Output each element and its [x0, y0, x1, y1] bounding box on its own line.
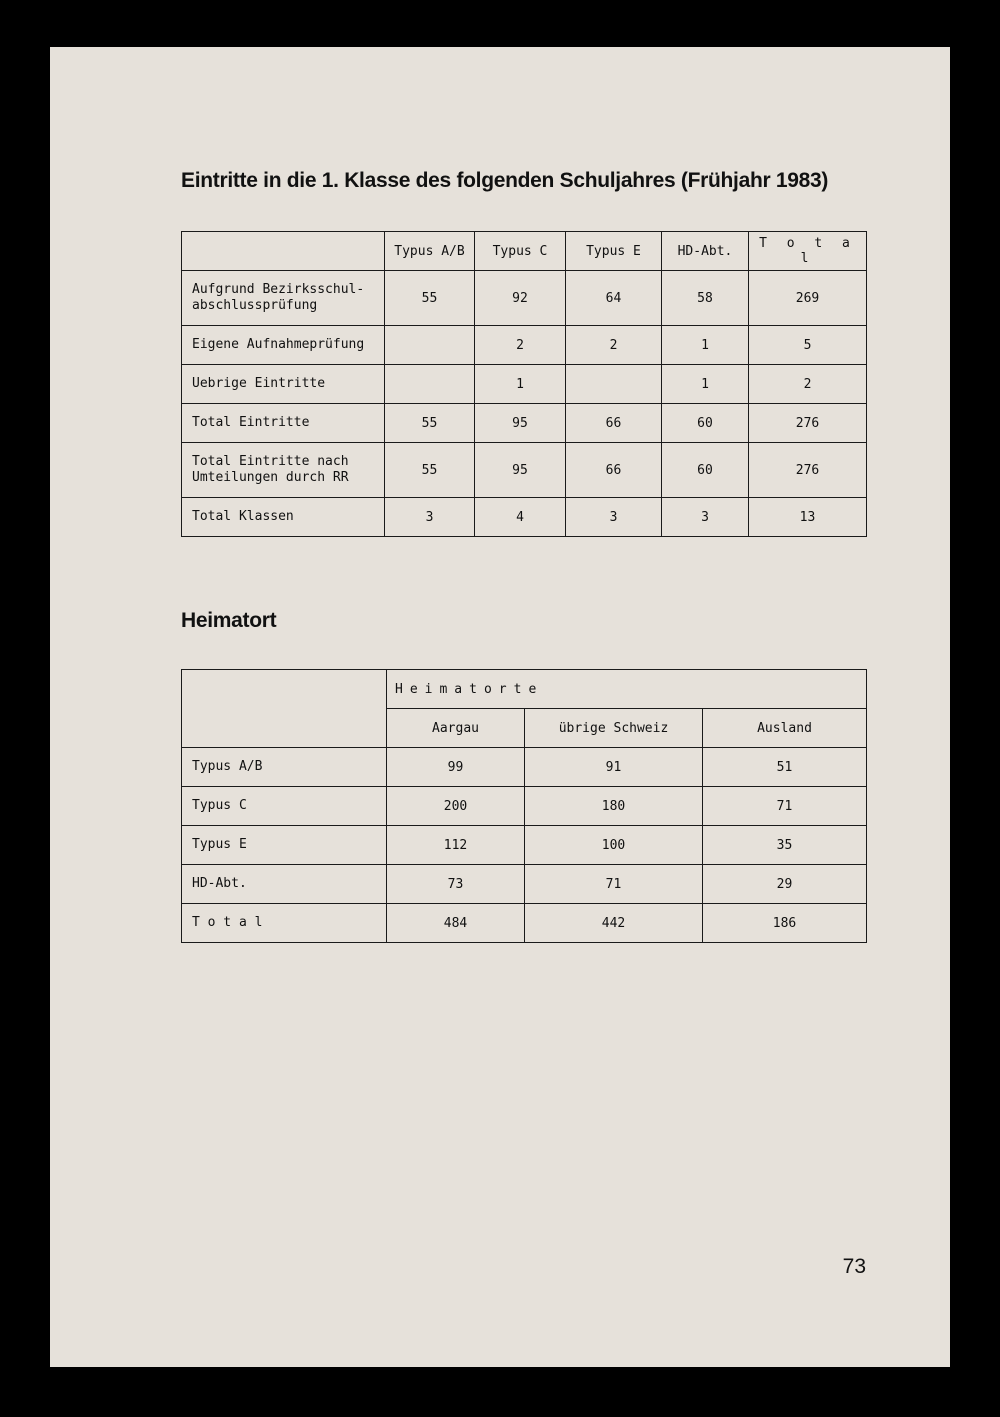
table-cell: 60: [662, 404, 749, 443]
table-cell: [385, 365, 475, 404]
table-cell: 276: [749, 404, 867, 443]
table-cell: 180: [525, 787, 703, 826]
group-header: Heimatorte: [387, 670, 867, 709]
table-cell: [566, 365, 662, 404]
table-cell: 1: [662, 326, 749, 365]
table-cell: 64: [566, 271, 662, 326]
table-cell: 100: [525, 826, 703, 865]
table-cell: 200: [387, 787, 525, 826]
table-cell: 95: [475, 443, 566, 498]
row-label: Typus C: [182, 787, 387, 826]
table-row: [182, 904, 867, 943]
table-row: [182, 748, 867, 787]
row-label: HD-Abt.: [182, 865, 387, 904]
table-cell: 2: [475, 326, 566, 365]
table-row: [182, 365, 867, 404]
table-cell: 1: [475, 365, 566, 404]
document-page: [50, 47, 950, 1367]
table-cell: 3: [662, 498, 749, 537]
table-cell: 29: [703, 865, 867, 904]
table-cell: 91: [525, 748, 703, 787]
table-cell: 484: [387, 904, 525, 943]
table-cell: 55: [385, 271, 475, 326]
table-row: [182, 326, 867, 365]
table-cell: 66: [566, 404, 662, 443]
table-cell: 2: [566, 326, 662, 365]
column-header: HD-Abt.: [662, 232, 749, 271]
table-row: [182, 826, 867, 865]
header-empty-cell: [182, 232, 385, 271]
column-header: Ausland: [703, 709, 867, 748]
row-label: Uebrige Eintritte: [182, 365, 385, 404]
heimatort-table: [181, 669, 867, 943]
table-header-row: [182, 232, 867, 271]
table-cell: 60: [662, 443, 749, 498]
page-number: 73: [842, 1255, 866, 1278]
table-row: [182, 787, 867, 826]
table-cell: 73: [387, 865, 525, 904]
row-label: Total Eintritte nach Umteilungen durch RR: [182, 443, 385, 498]
table-cell: 55: [385, 443, 475, 498]
row-label: Total Eintritte: [182, 404, 385, 443]
table-cell: 186: [703, 904, 867, 943]
table-row: [182, 271, 867, 326]
table-row: [182, 865, 867, 904]
row-label: Eigene Aufnahmeprüfung: [182, 326, 385, 365]
table-cell: 71: [525, 865, 703, 904]
table-row: [182, 443, 867, 498]
table-group-header-row: [182, 670, 867, 709]
table-cell: 442: [525, 904, 703, 943]
table-cell: [385, 326, 475, 365]
column-header: Typus E: [566, 232, 662, 271]
table-cell: 51: [703, 748, 867, 787]
table-cell: 5: [749, 326, 867, 365]
table-cell: 55: [385, 404, 475, 443]
column-header: übrige Schweiz: [525, 709, 703, 748]
table-cell: 92: [475, 271, 566, 326]
table-cell: 35: [703, 826, 867, 865]
table-cell: 269: [749, 271, 867, 326]
table-row: [182, 498, 867, 537]
table-cell: 4: [475, 498, 566, 537]
row-label: Aufgrund Bezirksschul- abschlussprüfung: [182, 271, 385, 326]
table-cell: 13: [749, 498, 867, 537]
table-cell: 66: [566, 443, 662, 498]
column-header: Typus C: [475, 232, 566, 271]
table-cell: 71: [703, 787, 867, 826]
table-cell: 1: [662, 365, 749, 404]
table-cell: 2: [749, 365, 867, 404]
column-header: Aargau: [387, 709, 525, 748]
section-title-heimatort: Heimatort: [181, 609, 277, 632]
table-cell: 112: [387, 826, 525, 865]
table-cell: 3: [566, 498, 662, 537]
table-cell: 276: [749, 443, 867, 498]
row-label: T o t a l: [182, 904, 387, 943]
column-header: Typus A/B: [385, 232, 475, 271]
table-row: [182, 404, 867, 443]
entries-table: [181, 231, 867, 537]
column-header: T o t a l: [749, 232, 867, 271]
table-cell: 3: [385, 498, 475, 537]
table-cell: 58: [662, 271, 749, 326]
table-cell: 99: [387, 748, 525, 787]
section-title-entries: Eintritte in die 1. Klasse des folgenden Schuljahres (Frühjahr 1983): [181, 169, 829, 192]
row-label: Typus A/B: [182, 748, 387, 787]
table-cell: 95: [475, 404, 566, 443]
row-label: Typus E: [182, 826, 387, 865]
header-empty-cell: [182, 670, 387, 748]
row-label: Total Klassen: [182, 498, 385, 537]
